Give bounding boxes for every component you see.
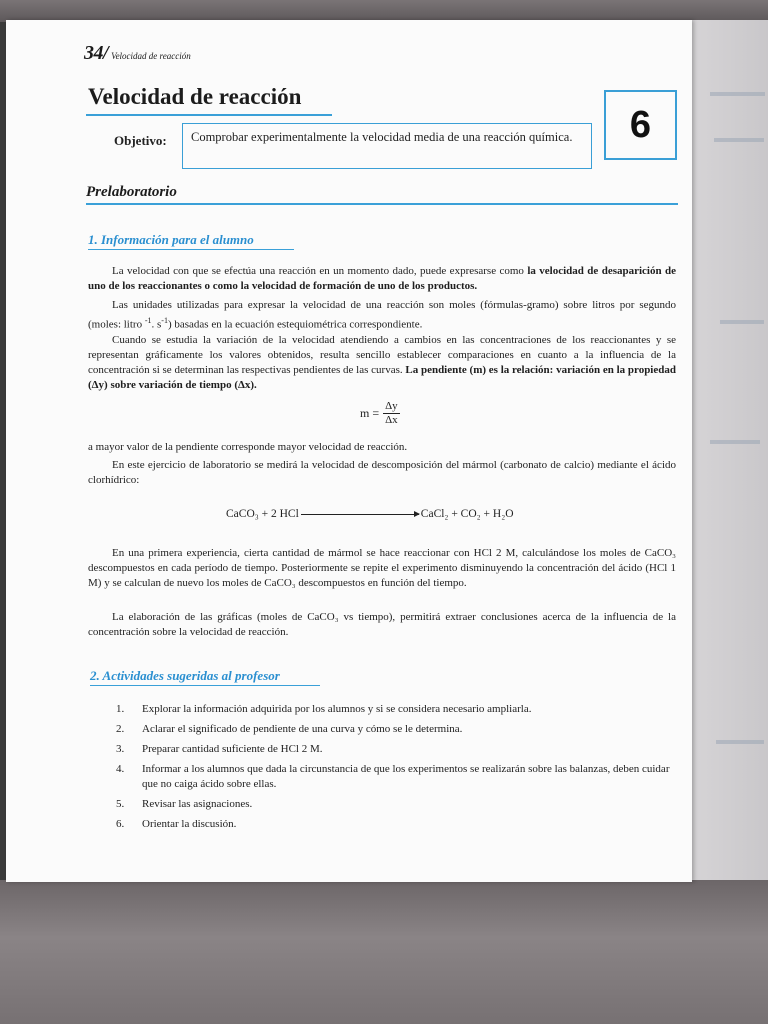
list-item-text: Orientar la discusión. [142, 818, 237, 830]
list-item [116, 702, 686, 717]
slope-formula: m = $\frac{\Delta y}{\Delta x}$ [360, 400, 398, 426]
paragraph-3: Cuando se estudia la variación de la velocidad atendiendo a cambios en las concentraciones de los reaccionantes y se representan gráficamente los valores obtenidos, resulta sencillo establecer comparaciones en cuanto a la influencia de la concentración si se determinan las respectivas pendientes de las curvas. La pendiente (m) es la relación: variación en la propiedad (Δy) sobre variación de tiempo (Δx). [88, 334, 676, 391]
paragraph-6: En una primera experiencia, cierta cantidad de mármol se hace reaccionar con HCl 2 M, calculándose los moles de CaCO₃ descompuestos en cada período de tiempo. Posteriormente se repite el experimento disminuyendo la concentración del ácido (HCl 1 M) y se calculan de nuevo los moles de CaCO₃ descompuestos en función del tiempo. [88, 547, 676, 589]
title-underline [86, 114, 332, 116]
list-item-text: Explorar la información adquirida por los alumnos y si se considera necesario ampliarla. [142, 703, 532, 715]
list-item-number: 4. [116, 763, 125, 775]
list-item-number: 6. [116, 818, 125, 830]
subsection-1-title: 1. Información para el alumno [88, 232, 254, 247]
paragraph-4: a mayor valor de la pendiente corresponde mayor velocidad de reacción. [88, 441, 408, 453]
paragraph-5: En este ejercicio de laboratorio se medirá la velocidad de descomposición del mármol (carbonato de calcio) mediante el ácido clorhídrico: [88, 459, 676, 486]
list-item [116, 817, 686, 832]
list-item-text: Revisar las asignaciones. [142, 798, 253, 810]
subsection-2-title: 2. Actividades sugeridas al profesor [90, 668, 280, 683]
page-number: 34/ [84, 42, 109, 64]
list-item [116, 722, 686, 737]
section-underline [86, 203, 678, 205]
background-top [0, 0, 768, 22]
section-title: Prelaboratorio [86, 184, 177, 200]
background-bottom [0, 880, 768, 1024]
list-item-text: Informar a los alumnos que dada la circunstancia de que los experimentos se realizarán sobre las balanzas, deben cuidar que no caiga ácido sobre ellas. [142, 763, 670, 790]
page-header [84, 42, 191, 65]
reaction-arrow [301, 514, 419, 515]
objective-box: Comprobar experimentalmente la velocidad media de una reacción química. [182, 123, 592, 169]
chapter-number-box: 6 [604, 90, 677, 160]
running-title: Velocidad de reacción [111, 51, 191, 61]
list-item [116, 762, 686, 792]
list-item-number: 5. [116, 798, 125, 810]
underlying-page [680, 20, 768, 882]
paragraph-1: La velocidad con que se efectúa una reacción en un momento dado, puede expresarse como la velocidad de desaparición de uno de los reaccionantes o como la velocidad de formación de uno de los productos. [88, 265, 677, 292]
list-item [116, 742, 686, 757]
list-item-text: Aclarar el significado de pendiente de una curva y cómo se le determina. [142, 723, 463, 735]
subsection-2-underline [90, 685, 320, 686]
page-title: Velocidad de reacción [88, 84, 302, 109]
chemical-equation: CaCO₃ + 2 HCl CaCl₂ + CO₂ + H₂O [226, 508, 514, 520]
objective-label: Objetivo: [114, 133, 167, 148]
paragraph-7: La elaboración de las gráficas (moles de CaCO₃ vs tiempo), permitirá extraer conclusiones acerca de la influencia de la concentración sobre la velocidad de reacción. [88, 611, 676, 638]
paragraph-2: Las unidades utilizadas para expresar la velocidad de una reacción son moles (fórmulas-gramo) sobre litros por segundo (moles: litro $^{-1}$. $s^{-1}$) basadas en la ecuación estequiométrica correspondiente. [88, 299, 676, 331]
document-page [6, 20, 692, 882]
activities-list [116, 702, 686, 837]
list-item-number: 3. [116, 743, 125, 755]
list-item-number: 1. [116, 703, 125, 715]
list-item-number: 2. [116, 723, 125, 735]
list-item-text: Preparar cantidad suficiente de HCl 2 M. [142, 743, 323, 755]
list-item [116, 797, 686, 812]
subsection-1-underline [88, 249, 294, 250]
